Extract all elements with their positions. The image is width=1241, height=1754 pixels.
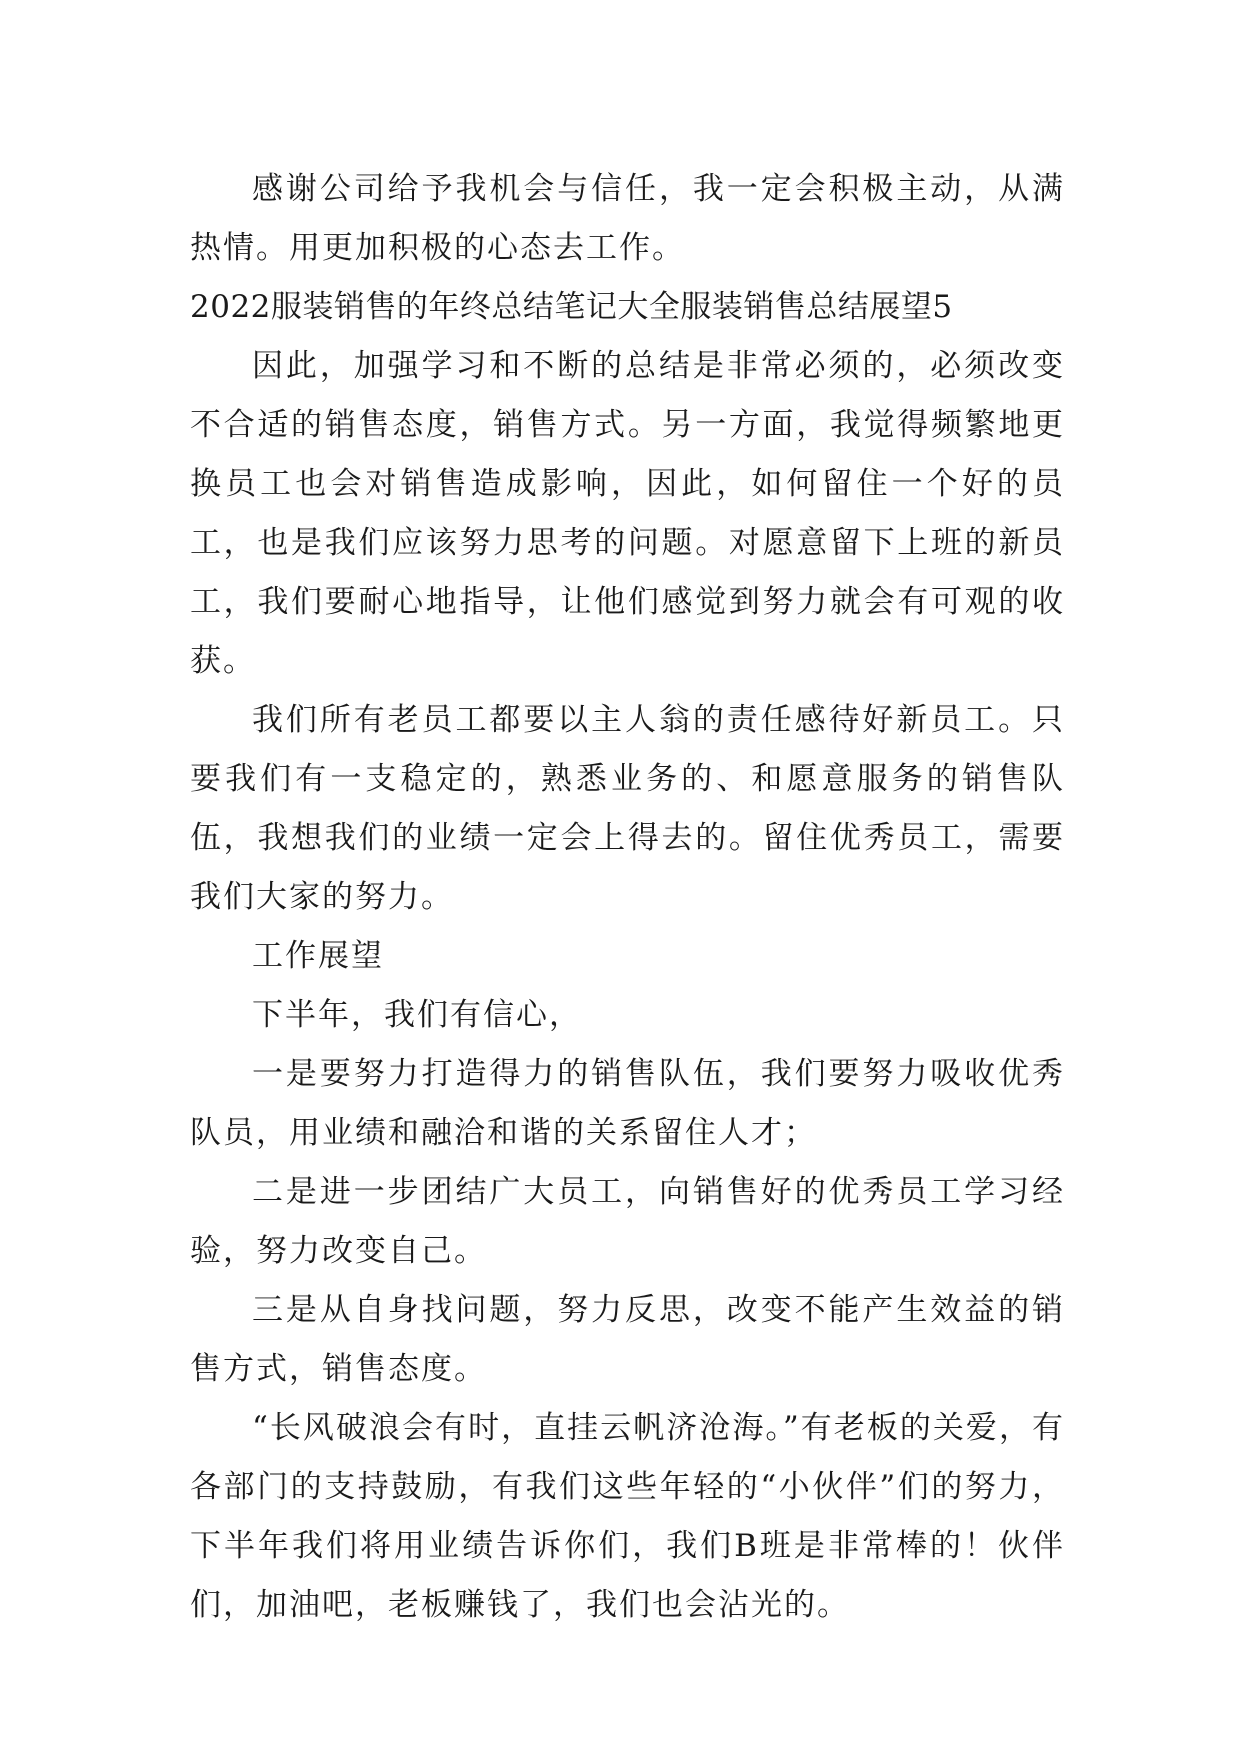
paragraph-point-two: 二是进一步团结广大员工，向销售好的优秀员工学习经验，努力改变自己。: [190, 1174, 1065, 1269]
document-body: [190, 160, 1065, 1635]
subheading-work-outlook: 工作展望: [252, 938, 384, 974]
paragraph-gratitude: 感谢公司给予我机会与信任，我一定会积极主动，从满热情。用更加积极的心态去工作。: [190, 171, 1065, 266]
paragraph-closing: “长风破浪会有时，直挂云帆济沧海。”有老板的关爱，有各部门的支持鼓励，有我们这些年轻的“小伙伴”们的努力，下半年我们将用业绩告诉你们，我们B班是非常棒的！伙伴们，加油吧，老板赚钱了，我们也会沾光的。: [190, 1410, 1065, 1623]
paragraph-confidence: 下半年，我们有信心，: [252, 997, 582, 1033]
paragraph-learning: 因此，加强学习和不断的总结是非常必须的，必须改变不合适的销售态度，销售方式。另一方面，我觉得频繁地更换员工也会对销售造成影响，因此，如何留住一个好的员工，也是我们应该努力思考的问题。对愿意留下上班的新员工，我们要耐心地指导，让他们感觉到努力就会有可观的收获。: [190, 348, 1065, 679]
paragraph-point-one: 一是要努力打造得力的销售队伍，我们要努力吸收优秀队员，用业绩和融洽和谐的关系留住人才；: [190, 1056, 1065, 1151]
paragraph-point-three: 三是从自身找问题，努力反思，改变不能产生效益的销售方式，销售态度。: [190, 1292, 1065, 1387]
paragraph-veteran-staff: 我们所有老员工都要以主人翁的责任感待好新员工。只要我们有一支稳定的，熟悉业务的、和愿意服务的销售队伍，我想我们的业绩一定会上得去的。留住优秀员工，需要我们大家的努力。: [190, 702, 1065, 915]
section-heading: 2022服装销售的年终总结笔记大全服装销售总结展望5: [190, 289, 953, 325]
